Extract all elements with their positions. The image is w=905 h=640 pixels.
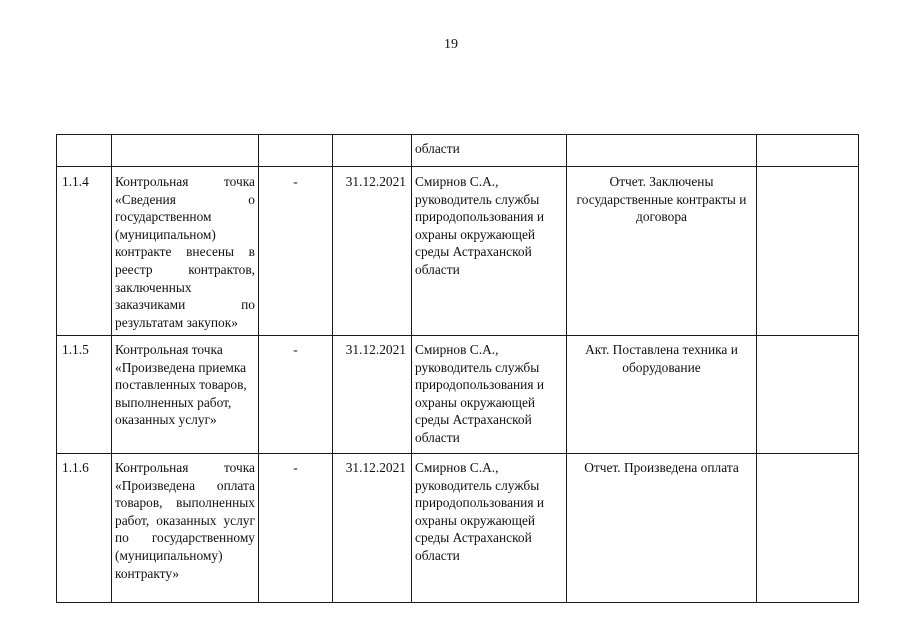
- table-row-continuation: [57, 135, 859, 167]
- cell-extra: [757, 336, 859, 454]
- cell-result: [567, 135, 757, 167]
- control-points-table: [56, 134, 859, 603]
- cell-responsible: Смирнов С.А., руководитель службы природопользования и охраны окружающей среды Астраханской области: [412, 336, 567, 454]
- cell-extra: [757, 135, 859, 167]
- cell-result: Акт. Поставлена техника и оборудование: [567, 336, 757, 454]
- cell-result: Отчет. Заключены государственные контракты и договора: [567, 167, 757, 336]
- cell-extra: [757, 167, 859, 336]
- cell-num: 1.1.6: [57, 454, 112, 603]
- cell-start: -: [259, 454, 333, 603]
- cell-num: 1.1.5: [57, 336, 112, 454]
- cell-end: 31.12.2021: [333, 454, 412, 603]
- cell-name: Контрольная точка «Сведения о государственном (муниципальном) контракте внесены в реестр контрактов, заключенных заказчиками по результатам закупок»: [112, 167, 259, 336]
- cell-end: 31.12.2021: [333, 336, 412, 454]
- cell-name: Контрольная точка «Произведена оплата товаров, выполненных работ, оказанных услуг по государственному (муниципальному) контракту»: [112, 454, 259, 603]
- cell-start: [259, 135, 333, 167]
- cell-extra: [757, 454, 859, 603]
- cell-responsible: Смирнов С.А., руководитель службы природопользования и охраны окружающей среды Астраханской области: [412, 167, 567, 336]
- table-row: [57, 454, 859, 603]
- cell-start: -: [259, 336, 333, 454]
- cell-end: 31.12.2021: [333, 167, 412, 336]
- table-row: [57, 336, 859, 454]
- cell-num: [57, 135, 112, 167]
- cell-name: [112, 135, 259, 167]
- cell-name: Контрольная точка «Произведена приемка поставленных товаров, выполненных работ, оказанных услуг»: [112, 336, 259, 454]
- cell-end: [333, 135, 412, 167]
- cell-num: 1.1.4: [57, 167, 112, 336]
- cell-responsible: Смирнов С.А., руководитель службы природопользования и охраны окружающей среды Астраханской области: [412, 454, 567, 603]
- cell-responsible: области: [412, 135, 567, 167]
- page-number: 19: [444, 37, 458, 52]
- cell-result: Отчет. Произведена оплата: [567, 454, 757, 603]
- cell-start: -: [259, 167, 333, 336]
- table-row: [57, 167, 859, 336]
